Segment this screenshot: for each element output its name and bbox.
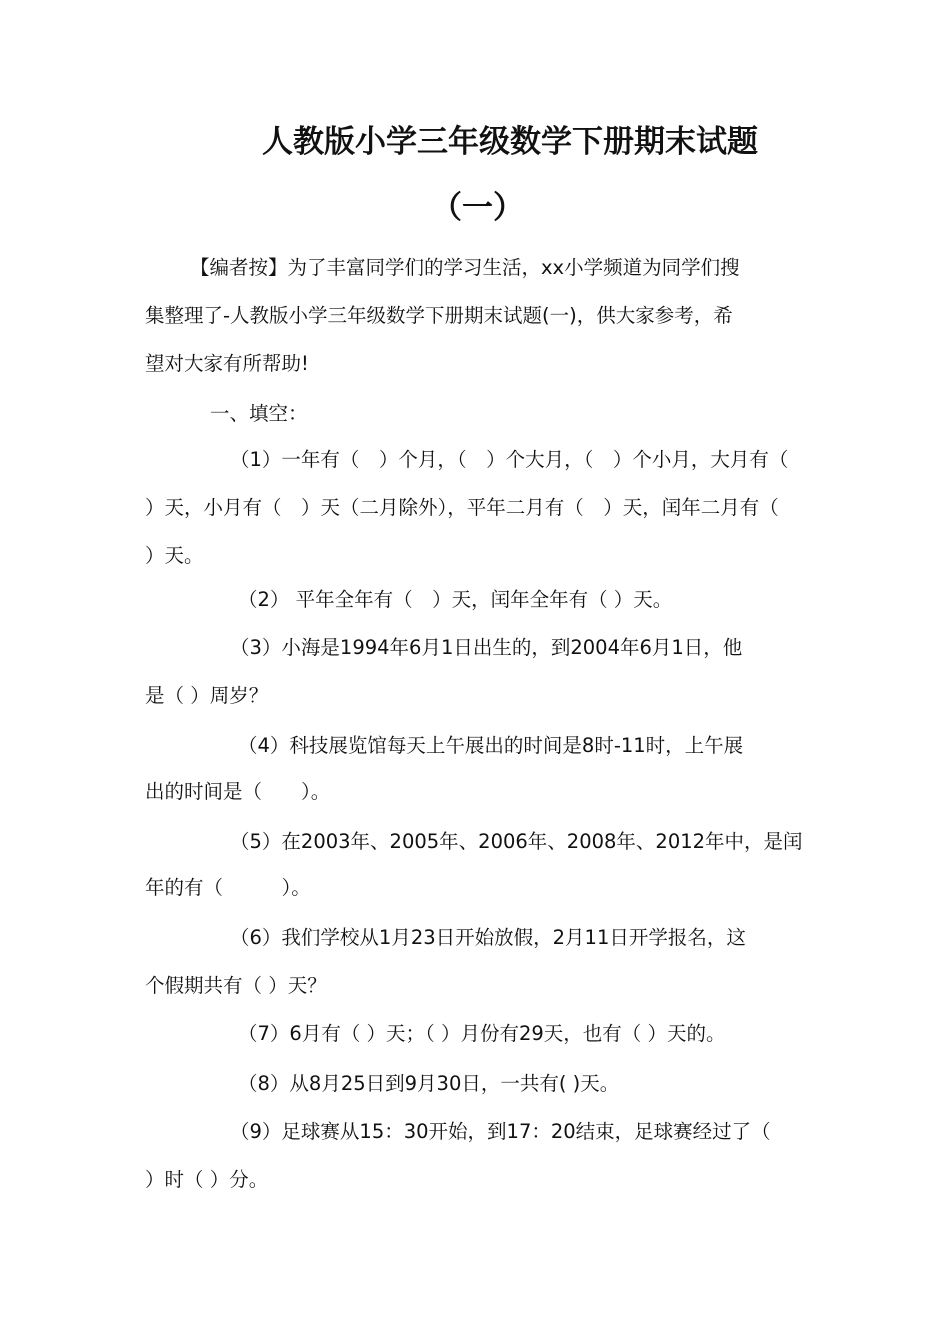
document-title: 人教版小学三年级数学下册期末试题	[262, 124, 758, 160]
question-7-line-1: （7）6月有（ ）天；（ ）月份有29天，也有（ ）天的。	[238, 1022, 726, 1045]
editor-note-line-2: 集整理了-人教版小学三年级数学下册期末试题(一)，供大家参考，希	[145, 304, 733, 327]
question-9-line-1: （9）足球赛从15：30开始，到17：20结束，足球赛经过了（	[230, 1120, 771, 1143]
question-3-line-2: 是（ ）周岁？	[145, 684, 269, 707]
question-4-line-2: 出的时间是（ ）。	[145, 780, 331, 803]
question-3-line-1: （3）小海是1994年6月1日出生的，到2004年6月1日，他	[230, 636, 743, 659]
section-heading-fill-blank: 一、填空：	[210, 402, 308, 425]
question-1-line-3: ）天。	[145, 544, 204, 567]
editor-note-line-1: 【编者按】为了丰富同学们的学习生活，xx小学频道为同学们搜	[190, 256, 740, 279]
question-6-line-2: 个假期共有（ ）天？	[145, 974, 327, 997]
editor-note-line-3: 望对大家有所帮助!	[145, 352, 309, 375]
question-1-line-2: ）天，小月有（ ）天（二月除外），平年二月有（ ）天，闰年二月有（	[145, 496, 779, 519]
question-4-line-1: （4）科技展览馆每天上午展出的时间是8时-11时，上午展	[238, 734, 744, 757]
question-5-line-2: 年的有（ ）。	[145, 876, 311, 899]
question-9-line-2: ）时（ ）分。	[145, 1168, 269, 1191]
question-5-line-1: （5）在2003年、2005年、2006年、2008年、2012年中，是闰	[230, 830, 803, 853]
question-2-line-1: （2） 平年全年有（ ）天，闰年全年有（ ）天。	[238, 588, 673, 611]
document-title-subtitle: （一）	[431, 190, 524, 226]
question-6-line-1: （6）我们学校从1月23日开始放假，2月11日开学报名，这	[230, 926, 746, 949]
question-1-line-1: （1）一年有（ ）个月，（ ）个大月，（ ）个小月，大月有（	[230, 448, 789, 471]
question-8-line-1: （8）从8月25日到9月30日，一共有( )天。	[238, 1072, 620, 1095]
